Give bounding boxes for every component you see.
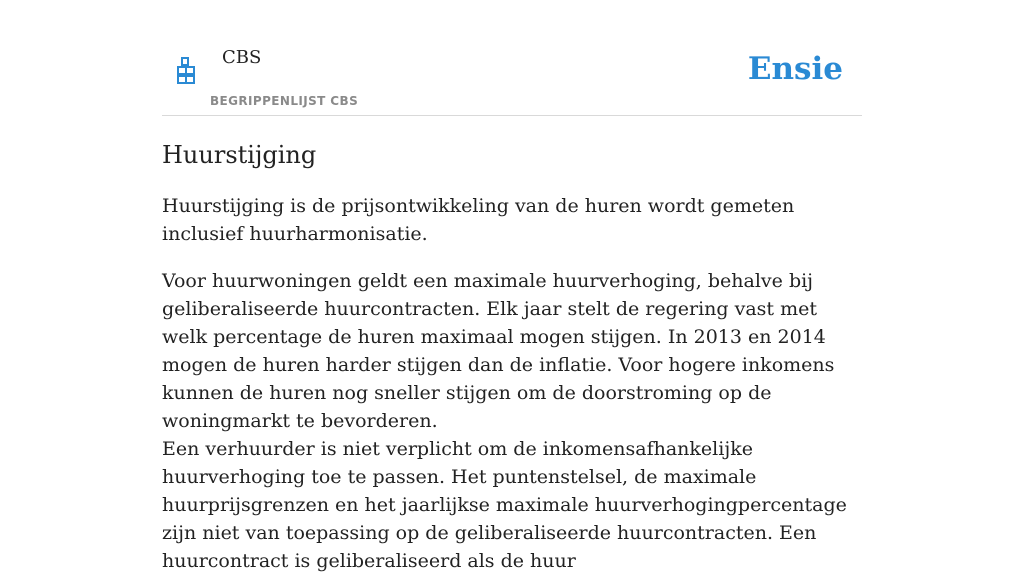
page-container [162, 0, 862, 572]
definition-paragraph: Huurstijging is de prijsontwikkeling van de huren wordt gemeten inclusief huurharmonisatie. [162, 195, 795, 245]
source-subtitle[interactable]: BEGRIPPENLIJST CBS [210, 94, 359, 108]
term-definition [162, 192, 862, 575]
source-name[interactable]: CBS [222, 47, 262, 68]
page-header [162, 0, 862, 116]
brand-logo[interactable]: Ensie [747, 51, 843, 87]
term-title: Huurstijging [162, 141, 317, 169]
cbs-logo-icon [176, 57, 196, 85]
definition-paragraph: Voor huurwoningen geldt een maximale huurverhoging, behalve bij geliberaliseerde huurcontracten. Elk jaar stelt de regering vast met welk percentage de huren maximaal mogen stijgen. In 2013 en 2014 mogen de huren harder stijgen dan de inflatie. Voor hogere inkomens kunnen de huren nog sneller stijgen om de doorstroming op de woningmarkt te bevorderen. [162, 270, 835, 432]
definition-paragraph: Een verhuurder is niet verplicht om de inkomensafhankelijke huurverhoging toe te passen. Het puntenstelsel, de maximale huurprijsgrenzen en het jaarlijkse maximale huurverhogingpercentage zijn niet van toepassing op de geliberaliseerde huurcontracten. Een huurcontract is geliberaliseerd als de huur [162, 438, 847, 572]
